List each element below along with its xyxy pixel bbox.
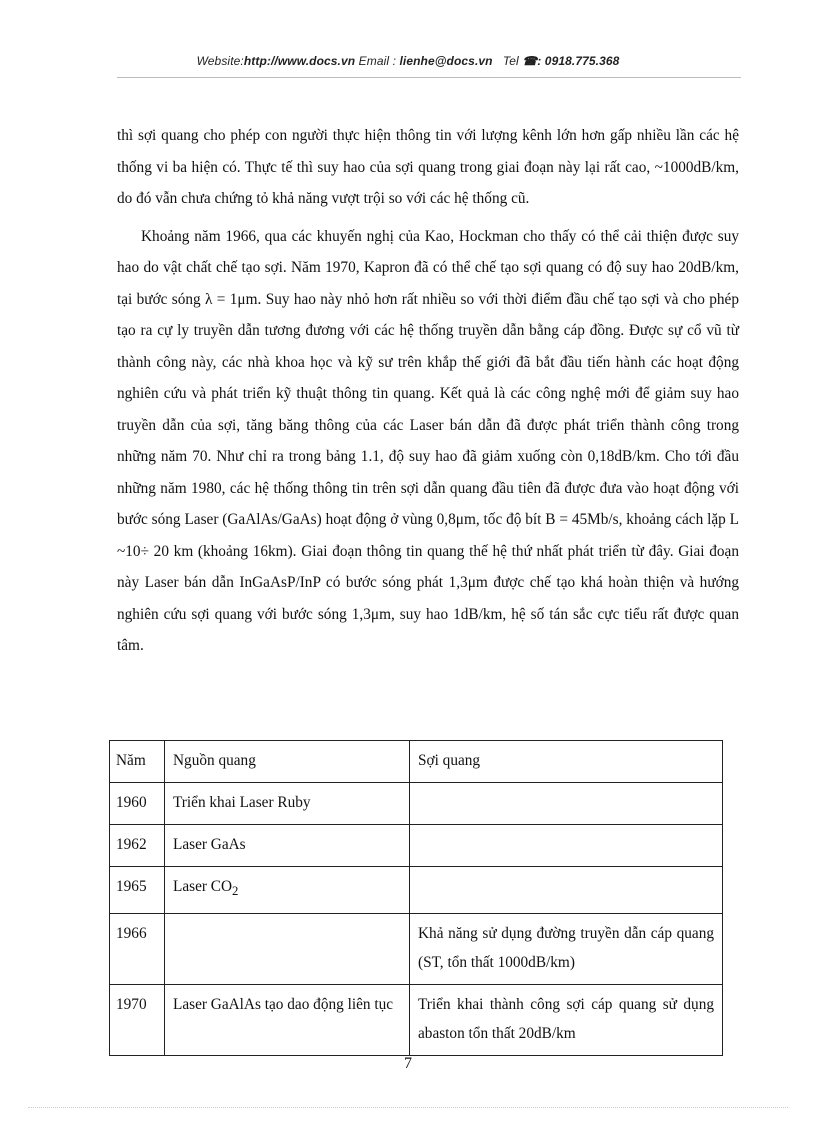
row-source (165, 914, 410, 985)
row-year: 1970 (110, 985, 165, 1056)
row-year: 1960 (110, 783, 165, 825)
tel-label: Tel (502, 54, 519, 68)
row-source-subscript: 2 (232, 884, 239, 899)
website-link[interactable]: http://www.docs.vn (243, 54, 356, 68)
table-row (110, 783, 723, 825)
header-year: Năm (110, 741, 165, 783)
row-fiber: Triển khai thành công sợi cáp quang sử dụng abaston tổn thất 20dB/km (410, 985, 723, 1056)
page-header (0, 54, 816, 68)
row-fiber (410, 783, 723, 825)
paragraph-1: thì sợi quang cho phép con người thực hiện thông tin với lượng kênh lớn hơn gấp nhiều lần các hệ thống vi ba hiện có. Thực tế thì suy hao của sợi quang trong giai đoạn này lại rất cao, ~1000dB/km, do đó vẫn chưa chứng tỏ khả năng vượt trội so với các hệ thống cũ. (117, 127, 739, 207)
row-fiber (410, 867, 723, 914)
footer-divider (28, 1107, 788, 1108)
table-row (110, 914, 723, 985)
email-label: Email : (358, 54, 397, 68)
email-link[interactable]: lienhe@docs.vn (399, 54, 493, 68)
row-source: Triển khai Laser Ruby (165, 783, 410, 825)
history-table (109, 740, 723, 1056)
row-source: Laser GaAlAs tạo dao động liên tục (165, 985, 410, 1056)
table-row (110, 867, 723, 914)
row-source-main: Laser CO (173, 878, 233, 895)
row-year: 1965 (110, 867, 165, 914)
phone-icon: ☎: (522, 54, 542, 68)
body-text (117, 120, 739, 668)
paragraph-2: Khoảng năm 1966, qua các khuyến nghị của Kao, Hockman cho thấy có thể cải thiện được suy hao do vật chất chế tạo sợi. Năm 1970, Kapron đã có thể chế tạo sợi quang có độ suy hao 20dB/km, tại bước sóng λ = 1μm. Suy hao này nhỏ hơn rất nhiều so với thời điểm đầu chế tạo sợi và cho phép tạo ra cự ly truyền dẫn tương đương với các hệ thống truyền dẫn bằng cáp đồng. Được sự cổ vũ từ thành công này, các nhà khoa học và kỹ sư trên khắp thế giới đã bắt đầu tiến hành các hoạt động nghiên cứu và phát triển kỹ thuật thông tin quang. Kết quả là các công nghệ mới để giảm suy hao truyền dẫn của sợi, tăng băng thông của các Laser bán dẫn đã được phát triển thành công trong những năm 70. Như chỉ ra trong bảng 1.1, độ suy hao đã giảm xuống còn 0,18dB/km. Cho tới đầu những năm 1980, các hệ thống thông tin trên sợi dẫn quang đầu tiên đã được đưa vào hoạt động với bước sóng Laser (GaAlAs/GaAs) hoạt động ở vùng 0,8μm, tốc độ bít B = 45Mb/s, khoảng cách lặp L ~10÷ 20 km (khoảng 16km). Giai đoạn thông tin quang thế hệ thứ nhất phát triển từ đây. Giai đoạn này Laser bán dẫn InGaAsP/InP có bước sóng phát 1,3μm được chế tạo khá hoàn thiện và hướng nghiên cứu sợi quang với bước sóng 1,3μm, suy hao 1dB/km, hệ số tán sắc cực tiểu rất được quan tâm. (117, 227, 739, 654)
website-label: Website: (196, 54, 244, 68)
row-source (165, 867, 410, 914)
tel-number: 0918.775.368 (544, 54, 620, 68)
page-number: 7 (404, 1055, 412, 1072)
row-year: 1966 (110, 914, 165, 985)
row-fiber (410, 825, 723, 867)
header-source: Nguồn quang (165, 741, 410, 783)
table-row (110, 985, 723, 1056)
row-fiber: Khả năng sử dụng đường truyền dẫn cáp quang (ST, tổn thất 1000dB/km) (410, 914, 723, 985)
header-divider (117, 77, 741, 78)
table-header-row (110, 741, 723, 783)
table-row (110, 825, 723, 867)
row-source: Laser GaAs (165, 825, 410, 867)
row-year: 1962 (110, 825, 165, 867)
header-fiber: Sợi quang (410, 741, 723, 783)
